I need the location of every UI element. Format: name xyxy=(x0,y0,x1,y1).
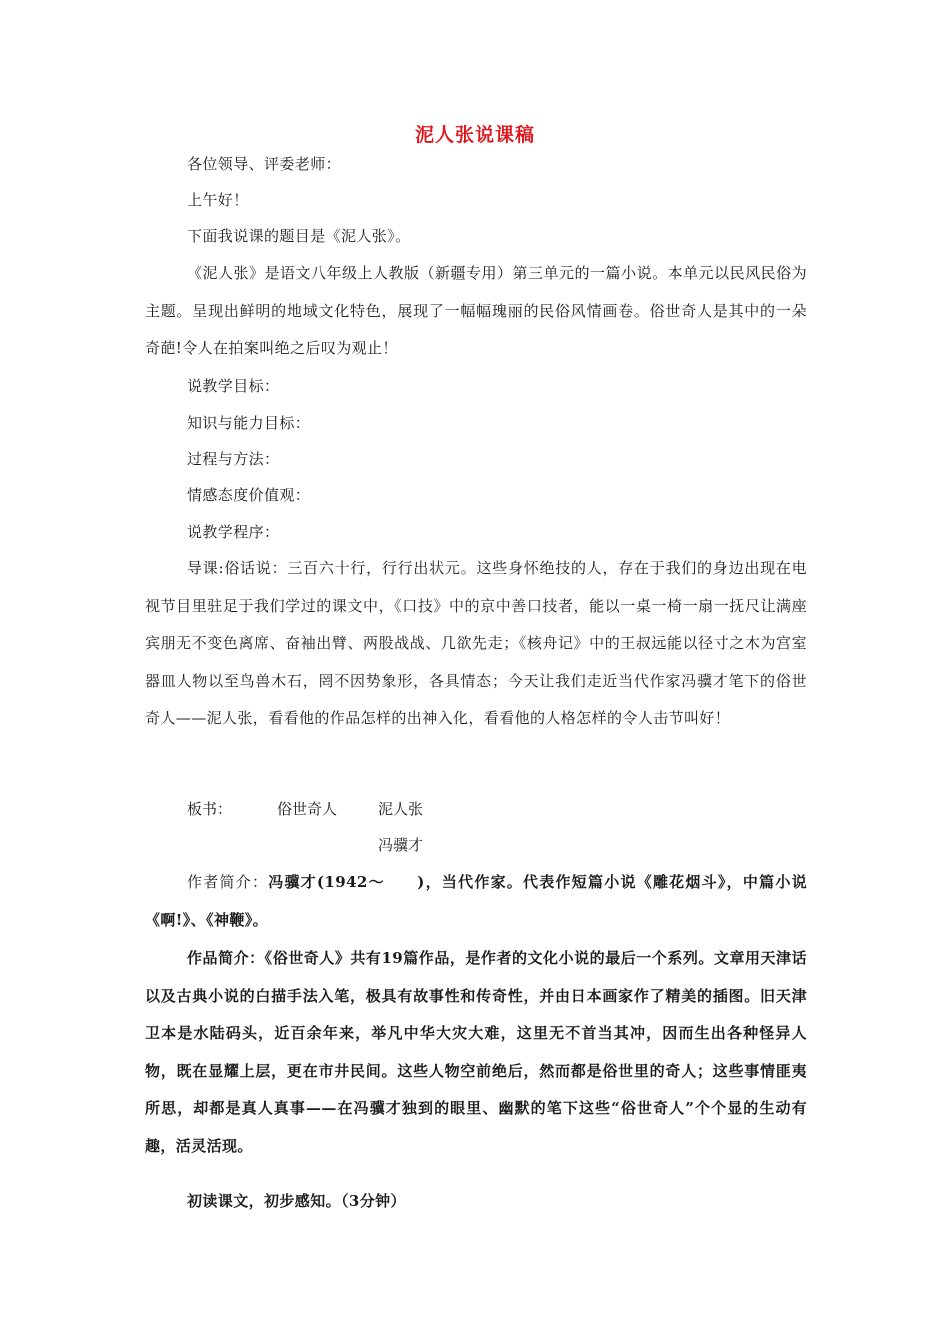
goals-heading: 说教学目标： xyxy=(187,377,280,395)
greeting: 各位领导、评委老师： xyxy=(187,155,342,173)
goal-emotion: 情感态度价值观： xyxy=(187,486,311,504)
first-reading-line: 初读课文，初步感知。（3分钟） xyxy=(187,1192,406,1210)
goal-knowledge: 知识与能力目标： xyxy=(187,414,311,432)
topic-line: 下面我说课的题目是《泥人张》。 xyxy=(187,227,411,245)
author-label: 作者简介： xyxy=(187,873,269,891)
author-paragraph xyxy=(145,864,807,939)
goal-process: 过程与方法： xyxy=(187,450,280,468)
procedure-heading: 说教学程序： xyxy=(187,523,280,541)
board-label: 板书： xyxy=(187,800,233,818)
lead-in-paragraph: 导课:俗话说：三百六十行，行行出状元。这些身怀绝技的人，存在于我们的身边出现在电视节目里驻足于我们学过的课文中，《口技》中的京中善口技者，能以一桌一椅一扇一抚尺让满座宾朋无不变色离席、奋袖出臂、两股战战、几欲先走；《核舟记》中的王叔远能以径寸之木为宫室器皿人物以至鸟兽木石，罔不因势象形，各具情态；今天让我们走近当代作家冯骥才笔下的俗世奇人——泥人张，看看他的作品怎样的出神入化，看看他的人格怎样的令人击节叫好！ xyxy=(145,559,807,727)
board-item-title: 泥人张 xyxy=(378,800,424,818)
document-title: 泥人张说课稿 xyxy=(414,124,535,146)
board-item-theme: 俗世奇人 xyxy=(277,800,338,818)
author-text: 冯骥才(1942～ )，当代作家。代表作短篇小说《雕花烟斗》，中篇小说《啊!》、《神鞭》。 xyxy=(145,873,807,929)
board-item-author: 冯骥才 xyxy=(378,836,424,854)
intro-paragraph: 《泥人张》是语文八年级上人教版（新疆专用）第三单元的一篇小说。本单元以民风民俗为主题。呈现出鲜明的地域文化特色，展现了一幅幅瑰丽的民俗风情画卷。俗世奇人是其中的一朵奇葩!令人在拍案叫绝之后叹为观止！ xyxy=(145,264,807,357)
work-intro-paragraph: 作品简介：《俗世奇人》共有19篇作品，是作者的文化小说的最后一个系列。文章用天津话以及古典小说的白描手法入笔，极具有故事性和传奇性，并由日本画家作了精美的插图。旧天津卫本是水陆码头，近百余年来，举凡中华大灾大难，这里无不首当其冲，因而生出各种怪异人物，既在显耀上层，更在市井民间。这些人物空前绝后，然而都是俗世里的奇人；这些事情匪夷所思，却都是真人真事——在冯骥才独到的眼里、幽默的笔下这些“俗世奇人”个个显的生动有趣，活灵活现。 xyxy=(145,949,807,1155)
hello: 上午好！ xyxy=(187,191,249,209)
